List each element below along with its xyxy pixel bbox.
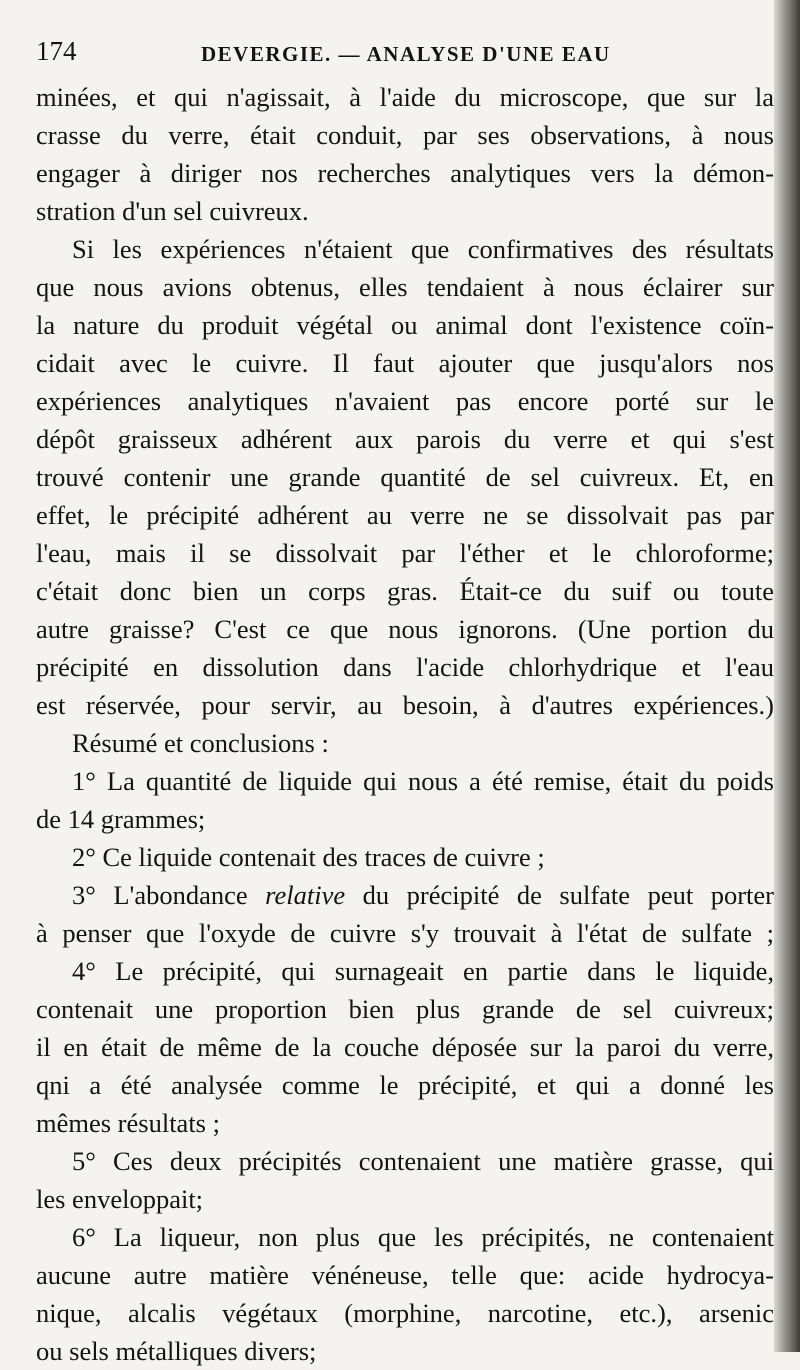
- text-line: il en était de même de la couche déposée sur la paroi du verre,: [36, 1032, 774, 1062]
- book-page: [36, 28, 774, 1366]
- text-line: c'était donc bien un corps gras. Était-ce du suif ou toute: [36, 576, 774, 606]
- text-line: de 14 grammes;: [36, 804, 206, 834]
- text-line: l'eau, mais il se dissolvait par l'éther et le chloroforme;: [36, 538, 774, 568]
- page-header: [36, 28, 774, 78]
- page-number: 174: [36, 36, 77, 66]
- text-line: mêmes résultats ;: [36, 1108, 220, 1138]
- text-line: 3° L'abondance relative du précipité de sulfate peut porter: [72, 880, 774, 910]
- text-line: 2° Ce liquide contenait des traces de cuivre ;: [72, 842, 545, 872]
- text-line: 6° La liqueur, non plus que les précipités, ne contenaient: [72, 1222, 774, 1252]
- text-line: précipité en dissolution dans l'acide chlorhydrique et l'eau: [36, 652, 774, 682]
- text-line: Résumé et conclusions :: [72, 728, 329, 758]
- text-line: autre graisse? C'est ce que nous ignorons. (Une portion du: [36, 614, 774, 644]
- text-line: dépôt graisseux adhérent aux parois du verre et qui s'est: [36, 424, 774, 454]
- italic-emphasis: relative: [265, 880, 346, 910]
- text-line: stration d'un sel cuivreux.: [36, 196, 309, 226]
- body-text: [36, 78, 774, 1370]
- text-line: trouvé contenir une grande quantité de sel cuivreux. Et, en: [36, 462, 774, 492]
- text-line: est réservée, pour servir, au besoin, à d'autres expériences.): [36, 690, 774, 720]
- text-line: engager à diriger nos recherches analytiques vers la démon-: [36, 158, 774, 188]
- running-head: DEVERGIE. — ANALYSE D'UNE EAU: [201, 42, 611, 66]
- text-line: ou sels métalliques divers;: [36, 1336, 317, 1366]
- text-line: qni a été analysée comme le précipité, et qui a donné les: [36, 1070, 774, 1100]
- text-line: aucune autre matière vénéneuse, telle que: acide hydrocya-: [36, 1260, 774, 1290]
- text-line: contenait une proportion bien plus grande de sel cuivreux;: [36, 994, 774, 1024]
- text-line: 5° Ces deux précipités contenaient une matière grasse, qui: [72, 1146, 774, 1176]
- text-line: la nature du produit végétal ou animal dont l'existence coïn-: [36, 310, 774, 340]
- text-line: expériences analytiques n'avaient pas encore porté sur le: [36, 386, 774, 416]
- text-line: cidait avec le cuivre. Il faut ajouter que jusqu'alors nos: [36, 348, 774, 378]
- text-line: que nous avions obtenus, elles tendaient à nous éclairer sur: [36, 272, 774, 302]
- text-line: effet, le précipité adhérent au verre ne se dissolvait pas par: [36, 500, 774, 530]
- text-line: 4° Le précipité, qui surnageait en partie dans le liquide,: [72, 956, 774, 986]
- text-line: minées, et qui n'agissait, à l'aide du microscope, que sur la: [36, 82, 774, 112]
- text-line: à penser que l'oxyde de cuivre s'y trouvait à l'état de sulfate ;: [36, 918, 774, 948]
- text-line: les enveloppait;: [36, 1184, 204, 1214]
- text-line: Si les expériences n'étaient que confirmatives des résultats: [72, 234, 774, 264]
- scan-gutter-shadow: [774, 0, 800, 1352]
- text-line: 1° La quantité de liquide qui nous a été remise, était du poids: [72, 766, 774, 796]
- text-line: crasse du verre, était conduit, par ses observations, à nous: [36, 120, 774, 150]
- text-line: nique, alcalis végétaux (morphine, narcotine, etc.), arsenic: [36, 1298, 774, 1328]
